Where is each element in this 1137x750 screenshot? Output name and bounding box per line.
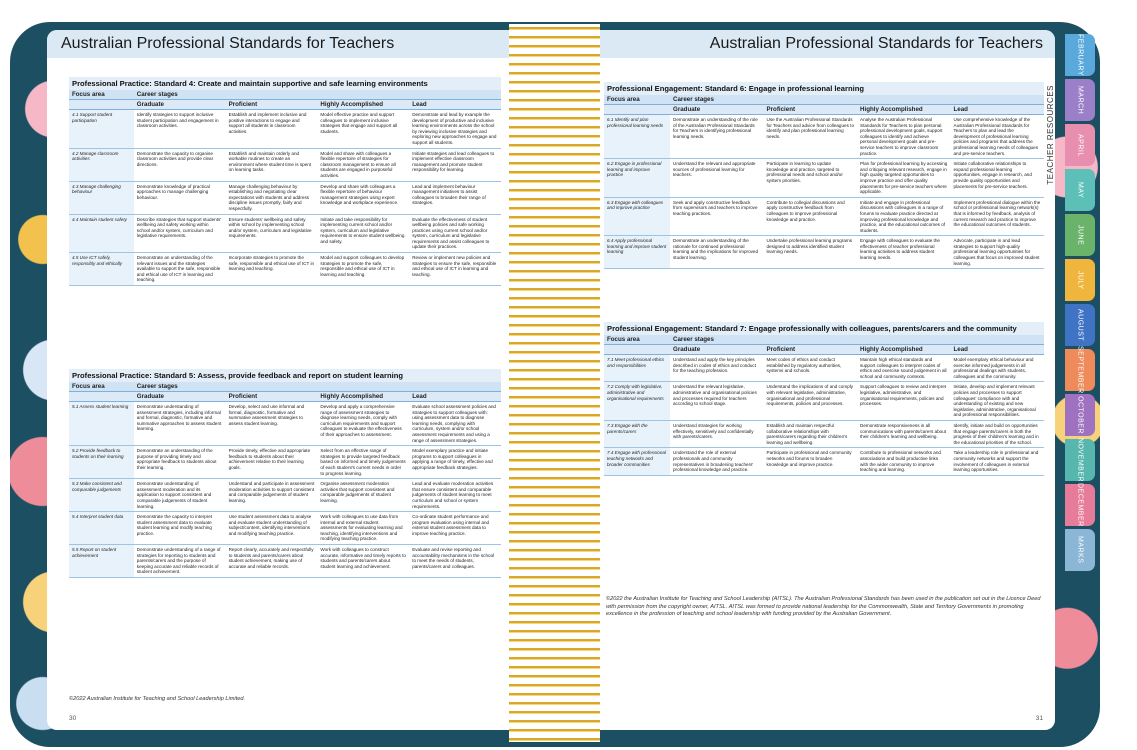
- standard-table: [69, 90, 501, 286]
- table-row: [604, 355, 1044, 382]
- descriptor-cell: Plan for professional learning by accessing and critiquing relevant research, engage in high quality targeted opportunities to improve practice and offer quality placements for pre-service teachers where applicable.: [857, 159, 951, 198]
- descriptor-cell: Take a leadership role in professional and community networks and support the involvement of colleagues in external learning opportunities.: [951, 448, 1045, 475]
- focus-area-header: Focus area: [604, 335, 670, 345]
- month-tab[interactable]: [1065, 259, 1095, 301]
- month-tab[interactable]: [1065, 34, 1095, 76]
- table-row: [604, 420, 1044, 447]
- month-tab-label: JUNE: [1076, 224, 1084, 246]
- spiral-binding: [509, 24, 600, 742]
- table-row: [604, 236, 1044, 269]
- descriptor-cell: Manage challenging behaviour by establishing and negotiating clear expectations with students and address discipline issues promptly, fairly and respectfully.: [226, 181, 318, 214]
- descriptor-cell: Demonstrate an understanding of the purpose of providing timely and appropriate feedback to students about their learning.: [134, 446, 226, 479]
- descriptor-cell: Lead and evaluate moderation activities that ensure consistent and comparable judgements of student learning to meet curriculum and school or system requirements.: [409, 479, 501, 512]
- focus-area-header: Focus area: [69, 90, 134, 100]
- stage-header: Lead: [951, 345, 1045, 355]
- table-row: [604, 115, 1044, 159]
- teacher-resources-label: TEACHER RESOURCES: [1046, 85, 1055, 185]
- standard-table: [604, 335, 1044, 476]
- month-tab-label: JULY: [1076, 270, 1084, 290]
- descriptor-cell: Demonstrate an understanding of the rationale for continued professional learning and the implications for improved student learning.: [670, 236, 764, 269]
- month-tab[interactable]: [1065, 439, 1095, 481]
- table-row: [69, 110, 501, 149]
- descriptor-cell: Report clearly, accurately and respectfully to students and parents/carers about student achievement, making use of accurate and reliable records.: [226, 545, 318, 578]
- career-stages-header: Career stages: [670, 95, 1044, 105]
- table-row: [69, 181, 501, 214]
- descriptor-cell: Initiate and engage in professional discussions with colleagues in a range of forums to evaluate practice directed at improving professional knowledge and practice, and the educational outcomes of students.: [857, 197, 951, 236]
- descriptor-cell: Seek and apply constructive feedback from supervisors and teachers to improve teaching practices.: [670, 197, 764, 236]
- descriptor-cell: Describe strategies that support students' wellbeing and safety working within school and/or system, curriculum and legislative requirements.: [134, 214, 226, 253]
- career-stages-header: Career stages: [134, 90, 501, 100]
- table-header-row: [604, 95, 1044, 105]
- stage-header: Lead: [409, 100, 501, 110]
- table-row: [69, 253, 501, 286]
- standard-title: Professional Practice: Standard 5: Assess, provide feedback and report on student learning: [69, 369, 501, 382]
- descriptor-cell: Work with colleagues to construct accurate, informative and timely reports to students and parents/carers about student learning and achievement.: [317, 545, 409, 578]
- standard-5-section: [69, 369, 501, 578]
- stage-header: Highly Accomplished: [317, 100, 409, 110]
- descriptor-cell: Model exemplary practice and initiate programs to support colleagues in applying a range of timely, effective and appropriate feedback strategies.: [409, 446, 501, 479]
- descriptor-cell: Incorporate strategies to promote the safe, responsible and ethical use of ICT in learning and teaching.: [226, 253, 318, 286]
- left-page-header: [47, 30, 509, 58]
- stage-header: Graduate: [670, 105, 764, 115]
- month-tab[interactable]: [1065, 346, 1095, 394]
- descriptor-cell: Initiate collaborative relationships to expand professional learning opportunities, engage in research, and provide quality opportunities and placements for pre-service teachers.: [951, 159, 1045, 198]
- descriptor-cell: Understand the relevant and appropriate sources of professional learning for teachers.: [670, 159, 764, 198]
- descriptor-cell: Establish and implement inclusive and positive interactions to engage and support all students in classroom activities.: [226, 110, 318, 149]
- descriptor-cell: Contribute to professional networks and associations and build productive links with the wider community to improve teaching and learning.: [857, 448, 951, 475]
- descriptor-cell: Use student assessment data to analyse and evaluate student understanding of subject/content, identifying interventions and modifying teaching practice.: [226, 512, 318, 545]
- month-tab[interactable]: [1065, 484, 1095, 526]
- descriptor-cell: Use the Australian Professional Standards for Teachers and advice from colleagues to identify and plan professional learning needs.: [764, 115, 858, 159]
- descriptor-cell: Engage with colleagues to evaluate the effectiveness of teacher professional learning activities to address student learning needs.: [857, 236, 951, 269]
- descriptor-cell: Understand the implications of and comply with relevant legislative, administrative, organisational and professional requirements, policies and processes.: [764, 382, 858, 421]
- stage-header: Highly Accomplished: [857, 345, 951, 355]
- descriptor-cell: Develop and share with colleagues a flexible repertoire of behaviour management strategies using expert knowledge and workplace experience.: [317, 181, 409, 214]
- table-row: [69, 512, 501, 545]
- focus-area-cell: 7.4 Engage with professional teaching networks and broader communities: [604, 448, 670, 475]
- descriptor-cell: Demonstrate the capacity to organise classroom activities and provide clear directions.: [134, 148, 226, 181]
- stage-header: Proficient: [226, 392, 318, 402]
- table-row: [69, 545, 501, 578]
- month-tab-label: FEBRUARY: [1076, 34, 1084, 76]
- stage-header: Lead: [409, 392, 501, 402]
- table-row: [604, 159, 1044, 198]
- month-tab-label: DECEMBER: [1076, 483, 1084, 527]
- descriptor-cell: Lead and implement behaviour management initiatives to assist colleagues to broaden their range of strategies.: [409, 181, 501, 214]
- table-row: [604, 197, 1044, 236]
- descriptor-cell: Demonstrate and lead by example the development of productive and inclusive learning environments across the school by reviewing inclusive strategies and exploring new approaches to engage and support all students.: [409, 110, 501, 149]
- right-page: [600, 30, 1055, 730]
- focus-area-cell: 4.5 Use ICT safely, responsibly and ethically: [69, 253, 134, 286]
- stage-header: Lead: [951, 105, 1045, 115]
- table-row: [69, 479, 501, 512]
- left-page-number: 30: [69, 715, 77, 722]
- blank-header: [69, 392, 134, 402]
- blank-header: [604, 105, 670, 115]
- descriptor-cell: Use comprehensive knowledge of the Australian Professional Standards for Teachers to plan and lead the development of professional learning policies and programs that address the professional learning needs of colleagues and pre-service teachers.: [951, 115, 1045, 159]
- descriptor-cell: Ensure students' wellbeing and safety within school by implementing school and/or system, curriculum and legislative requirements.: [226, 214, 318, 253]
- descriptor-cell: Evaluate and revise reporting and accountability mechanisms in the school to meet the needs of students, parents/carers and colleagues.: [409, 545, 501, 578]
- standard-4-section: [69, 77, 501, 286]
- blank-header: [69, 100, 134, 110]
- focus-area-cell: 6.3 Engage with colleagues and improve practice: [604, 197, 670, 236]
- table-row: [69, 214, 501, 253]
- table-header-row: [69, 90, 501, 100]
- standard-table: [604, 95, 1044, 269]
- descriptor-cell: Initiate strategies and lead colleagues to implement effective classroom management and promote student responsibility for learning.: [409, 148, 501, 181]
- left-page-title: Australian Professional Standards for Teachers: [61, 35, 395, 52]
- focus-area-cell: 7.2 Comply with legislative, administrative and organisational requirements: [604, 382, 670, 421]
- descriptor-cell: Identify strategies to support inclusive student participation and engagement in classroom activities.: [134, 110, 226, 149]
- descriptor-cell: Co-ordinate student performance and program evaluation using internal and external student assessment data to improve teaching practice.: [409, 512, 501, 545]
- stage-header: Graduate: [134, 100, 226, 110]
- descriptor-cell: Demonstrate responsiveness in all communications with parents/carers about their children's learning and wellbeing.: [857, 420, 951, 447]
- focus-area-cell: 5.5 Report on student achievement: [69, 545, 134, 578]
- stage-header: Graduate: [670, 345, 764, 355]
- focus-area-cell: 5.4 Interpret student data: [69, 512, 134, 545]
- descriptor-cell: Work with colleagues to use data from internal and external student assessments for evaluating learning and teaching, identifying interventions and modifying teaching practice.: [317, 512, 409, 545]
- descriptor-cell: Organise assessment moderation activities that support consistent and comparable judgements of student learning.: [317, 479, 409, 512]
- stage-header-row: [69, 100, 501, 110]
- month-tab[interactable]: [1065, 124, 1095, 166]
- descriptor-cell: Establish and maintain orderly and workable routines to create an environment where student time is spent on learning tasks.: [226, 148, 318, 181]
- right-page-header: [600, 30, 1055, 58]
- descriptor-cell: Analyse the Australian Professional Standards for Teachers to plan personal professional development goals, support colleagues to identify and achieve personal development goals and pre-service teachers to improve classroom practice.: [857, 115, 951, 159]
- month-tab-label: NOVEMBER: [1076, 437, 1084, 483]
- descriptor-cell: Participate in professional and community networks and forums to broaden knowledge and improve practice.: [764, 448, 858, 475]
- descriptor-cell: Demonstrate understanding of assessment strategies, including informal and formal, diagnostic, formative and summative approaches to assess student learning.: [134, 402, 226, 446]
- stage-header: Highly Accomplished: [317, 392, 409, 402]
- month-tab-label: AUGUST: [1076, 308, 1084, 342]
- descriptor-cell: Demonstrate knowledge of practical approaches to manage challenging behaviour.: [134, 181, 226, 214]
- descriptor-cell: Understand and apply the key principles described in codes of ethics and conduct for the teaching profession.: [670, 355, 764, 382]
- month-tab-label: MARCH: [1076, 85, 1084, 115]
- focus-area-cell: 4.3 Manage challenging behaviour: [69, 181, 134, 214]
- focus-area-cell: 4.2 Manage classroom activities: [69, 148, 134, 181]
- standard-title: Professional Practice: Standard 4: Create and maintain supportive and safe learning environments: [69, 77, 501, 90]
- stage-header: Graduate: [134, 392, 226, 402]
- descriptor-cell: Model effective practice and support colleagues to implement inclusive strategies that engage and support all students.: [317, 110, 409, 149]
- month-tab[interactable]: [1065, 304, 1095, 346]
- descriptor-cell: Understand and participate in assessment moderation activities to support consistent and comparable judgements of student learning.: [226, 479, 318, 512]
- descriptor-cell: Contribute to collegial discussions and apply constructive feedback from colleagues to improve professional knowledge and practice.: [764, 197, 858, 236]
- descriptor-cell: Demonstrate an understanding of the relevant issues and the strategies available to support the safe, responsible and ethical use of ICT in learning and teaching.: [134, 253, 226, 286]
- focus-area-cell: 5.2 Provide feedback to students on their learning: [69, 446, 134, 479]
- standard-table: [69, 382, 501, 578]
- standard-title: Professional Engagement: Standard 6: Engage in professional learning: [604, 82, 1044, 95]
- focus-area-cell: 7.3 Engage with the parents/carers: [604, 420, 670, 447]
- month-tab[interactable]: [1065, 79, 1095, 121]
- descriptor-cell: Support colleagues to review and interpret legislative, administrative, and organisational requirements, policies and processes.: [857, 382, 951, 421]
- table-row: [69, 446, 501, 479]
- month-tab-label: APRIL: [1076, 133, 1084, 157]
- descriptor-cell: Implement professional dialogue within the school or professional learning network(s) that is informed by feedback, analysis of current research and practice to improve the educational outcomes of students.: [951, 197, 1045, 236]
- table-row: [604, 382, 1044, 421]
- month-tab-label: SEPTEMBER: [1076, 346, 1084, 394]
- descriptor-cell: Select from an effective range of strategies to provide targeted feedback based on informed and timely judgements of each student's current needs in order to progress learning.: [317, 446, 409, 479]
- descriptor-cell: Meet codes of ethics and conduct established by regulatory authorities, systems and schools.: [764, 355, 858, 382]
- month-tab[interactable]: [1065, 529, 1095, 571]
- descriptor-cell: Undertake professional learning programs designed to address identified student learning needs.: [764, 236, 858, 269]
- standard-6-section: [604, 82, 1044, 269]
- descriptor-cell: Establish and maintain respectful collaborative relationships with parents/carers regarding their children's learning and wellbeing.: [764, 420, 858, 447]
- descriptor-cell: Understand the role of external professionals and community representatives in broadening teachers' professional knowledge and practice.: [670, 448, 764, 475]
- descriptor-cell: Develop and apply a comprehensive range of assessment strategies to diagnose learning needs, comply with curriculum requirements and support colleagues to evaluate the effectiveness of their approaches to assessment.: [317, 402, 409, 446]
- focus-area-cell: 7.1 Meet professional ethics and responsibilities: [604, 355, 670, 382]
- descriptor-cell: Demonstrate an understanding of the role of the Australian Professional Standards for Teachers in identifying professional learning needs.: [670, 115, 764, 159]
- month-tab[interactable]: [1065, 394, 1095, 436]
- descriptor-cell: Identify, initiate and build on opportunities that engage parents/carers in both the progress of their children's learning and in the educational priorities of the school.: [951, 420, 1045, 447]
- descriptor-cell: Evaluate the effectiveness of student wellbeing policies and safe working practices using current school and/or system, curriculum and legislative requirements and assist colleagues to update their practices.: [409, 214, 501, 253]
- focus-area-cell: 5.1 Assess student learning: [69, 402, 134, 446]
- descriptor-cell: Demonstrate understanding of assessment moderation and its application to support consistent and comparable judgements of student learning.: [134, 479, 226, 512]
- month-tab-label: OCTOBER: [1076, 396, 1084, 434]
- stage-header-row: [69, 392, 501, 402]
- descriptor-cell: Provide timely, effective and appropriate feedback to students about their achievement relative to their learning goals.: [226, 446, 318, 479]
- career-stages-header: Career stages: [670, 335, 1044, 345]
- stage-header-row: [604, 345, 1044, 355]
- table-row: [69, 148, 501, 181]
- stage-header: Proficient: [764, 105, 858, 115]
- table-row: [69, 402, 501, 446]
- descriptor-cell: Demonstrate understanding of a range of strategies for reporting to students and parents/carers and the purpose of keeping accurate and reliable records of student achievement.: [134, 545, 226, 578]
- descriptor-cell: Initiate and take responsibility for implementing current school and/or system, curriculum and legislative requirements to ensure student wellbeing and safety.: [317, 214, 409, 253]
- descriptor-cell: Model and share with colleagues a flexible repertoire of strategies for classroom management to ensure all students are engaged in purposeful activities.: [317, 148, 409, 181]
- month-tab-label: MAY: [1076, 181, 1084, 199]
- left-page: [47, 30, 509, 730]
- stage-header-row: [604, 105, 1044, 115]
- month-tab[interactable]: [1065, 169, 1095, 211]
- focus-area-cell: 4.1 Support student participation: [69, 110, 134, 149]
- descriptor-cell: Model exemplary ethical behaviour and exercise informed judgements in all professional dealings with students, colleagues and the community.: [951, 355, 1045, 382]
- focus-area-cell: 6.1 Identify and plan professional learning needs: [604, 115, 670, 159]
- table-header-row: [69, 382, 501, 392]
- focus-area-cell: 6.2 Engage in professional learning and improve practice: [604, 159, 670, 198]
- descriptor-cell: Participate in learning to update knowledge and practice, targeted to professional needs and school and/or system priorities.: [764, 159, 858, 198]
- focus-area-cell: 4.4 Maintain student safety: [69, 214, 134, 253]
- stage-header: Proficient: [764, 345, 858, 355]
- descriptor-cell: Advocate, participate in and lead strategies to support high-quality professional learning opportunities for colleagues that focus on improved student learning.: [951, 236, 1045, 269]
- standard-7-section: [604, 322, 1044, 476]
- career-stages-header: Career stages: [134, 382, 501, 392]
- focus-area-header: Focus area: [604, 95, 670, 105]
- descriptor-cell: Model and support colleagues to develop strategies to promote the safe, responsible and ethical use of ICT in learning and teaching.: [317, 253, 409, 286]
- month-tab-label: MARKS: [1076, 536, 1084, 564]
- focus-area-cell: 5.3 Make consistent and comparable judgements: [69, 479, 134, 512]
- descriptor-cell: Demonstrate the capacity to interpret student assessment data to evaluate student learning and modify teaching practice.: [134, 512, 226, 545]
- stage-header: Highly Accomplished: [857, 105, 951, 115]
- standard-title: Professional Engagement: Standard 7: Engage professionally with colleagues, parents/carers and the community: [604, 322, 1044, 335]
- month-tabs: [1065, 34, 1095, 734]
- blank-header: [604, 345, 670, 355]
- descriptor-cell: Evaluate school assessment policies and strategies to support colleagues with: using assessment data to diagnose learning needs, complying with curriculum, system and/or school assessment requirements and using a range of assessment strategies.: [409, 402, 501, 446]
- month-tab[interactable]: [1065, 214, 1095, 256]
- descriptor-cell: Understand the relevant legislative, administrative and organisational policies and processes required for teachers according to school stage.: [670, 382, 764, 421]
- descriptor-cell: Develop, select and use informal and formal, diagnostic, formative and summative assessment strategies to assess student learning.: [226, 402, 318, 446]
- stage-header: Proficient: [226, 100, 318, 110]
- descriptor-cell: Review or implement new policies and strategies to ensure the safe, responsible and ethical use of ICT in learning and teaching.: [409, 253, 501, 286]
- descriptor-cell: Maintain high ethical standards and support colleagues to interpret codes of ethics and exercise sound judgement in all school and community contexts.: [857, 355, 951, 382]
- right-page-title: Australian Professional Standards for Teachers: [709, 35, 1043, 52]
- focus-area-header: Focus area: [69, 382, 134, 392]
- focus-area-cell: 6.4 Apply professional learning and improve student learning: [604, 236, 670, 269]
- right-page-number: 31: [1035, 715, 1043, 722]
- table-row: [604, 448, 1044, 475]
- table-header-row: [604, 335, 1044, 345]
- right-copyright: ©2022 the Australian Institute for Teaching and School Leadership (AITSL). The Australian Professional Standards has been used in the publication set out in the Licence Deed with permission from the copyright owner, AITSL. AITSL was formed to provide national leadership for the Commonwealth, State and Territory Governments in promoting excellence in the profession of teaching and school leadership with funding provided by the Australian Government.: [606, 596, 1041, 618]
- descriptor-cell: Initiate, develop and implement relevant policies and processes to support colleagues' compliance with and understanding of existing and new legislative, administrative, organisational and professional responsibilities.: [951, 382, 1045, 421]
- left-copyright: ©2022 Australian Institute for Teaching and School Leadership Limited.: [69, 696, 245, 702]
- descriptor-cell: Understand strategies for working effectively, sensitively and confidentially with parents/carers.: [670, 420, 764, 447]
